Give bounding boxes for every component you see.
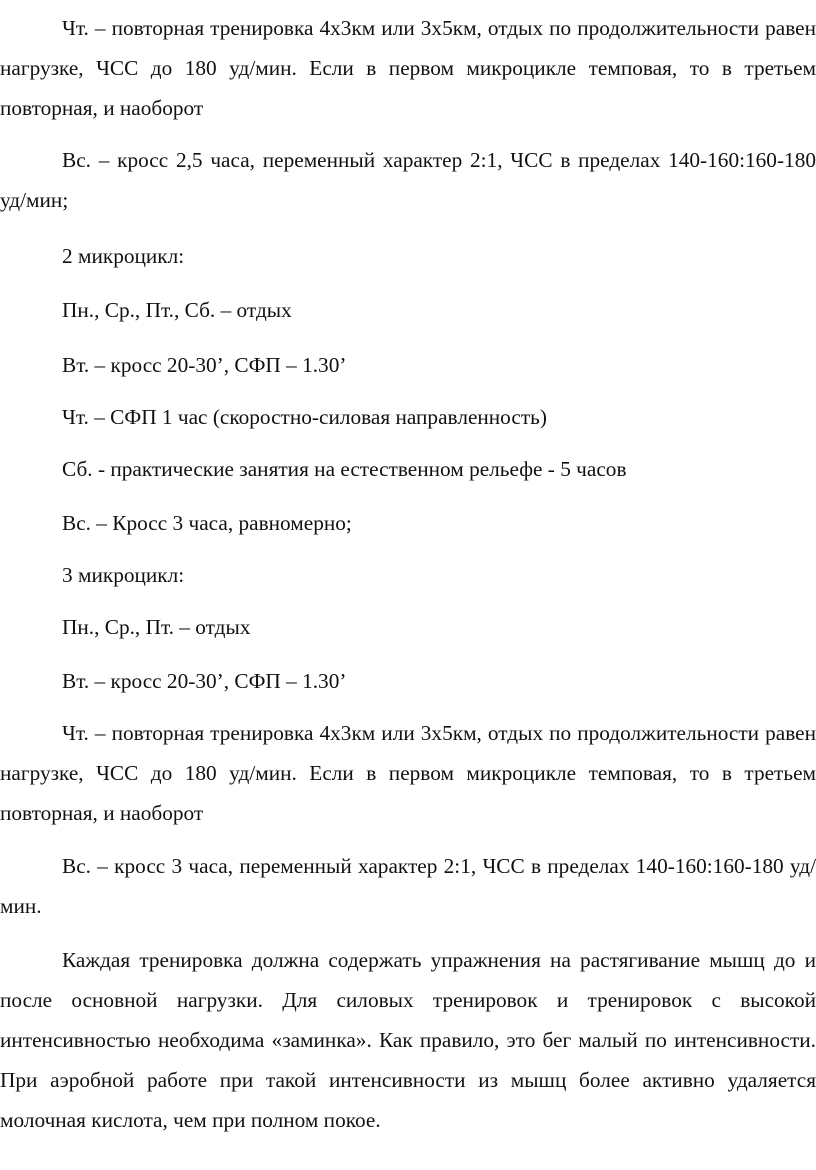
paragraph-sunday-2: Вс. – Кросс 3 часа, равномерно; (62, 511, 352, 535)
paragraph-saturday-2: Сб. - практические занятия на естественном рельефе - 5 часов (62, 457, 627, 481)
paragraph-tuesday-3: Вт. – кросс 20-30’, СФП – 1.30’ (62, 669, 347, 693)
paragraph-rest-days-2: Пн., Ср., Пт., Сб. – отдых (62, 298, 292, 322)
paragraph-thursday-interval-3: Чт. – повторная тренировка 4х3км или 3х5км, отдых по продолжительности равен нагрузке, ЧСС до 180 уд/мин. Если в первом микроцикле темповая, то в третьем повторная, и наоборот (0, 721, 816, 825)
paragraph-stretching-note: Каждая тренировка должна содержать упражнения на растягивание мышц до и после основной нагрузки. Для силовых тренировок и тренировок с высокой интенсивностью необходима «заминка». Как правило, это бег малый по интенсивности. При аэробной работе при такой интенсивности из мышц более активно удаляется молочная кислота, чем при полном покое. (0, 948, 816, 1132)
paragraph-sunday-cross-3: Вс. – кросс 3 часа, переменный характер 2:1, ЧСС в пределах 140-160:160-180 уд/мин. (0, 854, 816, 918)
paragraph-thursday-2: Чт. – СФП 1 час (скоростно-силовая направленность) (62, 405, 547, 429)
paragraph-tuesday-2: Вт. – кросс 20-30’, СФП – 1.30’ (62, 353, 347, 377)
paragraph-sunday-cross-1: Вс. – кросс 2,5 часа, переменный характер 2:1, ЧСС в пределах 140-160:160-180 уд/мин; (0, 148, 816, 212)
paragraph-thursday-interval-1: Чт. – повторная тренировка 4х3км или 3х5км, отдых по продолжительности равен нагрузке, ЧСС до 180 уд/мин. Если в первом микроцикле темповая, то в третьем повторная, и наоборот (0, 16, 816, 120)
heading-microcycle-3: 3 микроцикл: (62, 563, 185, 587)
paragraph-rest-days-3: Пн., Ср., Пт. – отдых (62, 615, 251, 639)
heading-microcycle-2: 2 микроцикл: (62, 244, 185, 268)
